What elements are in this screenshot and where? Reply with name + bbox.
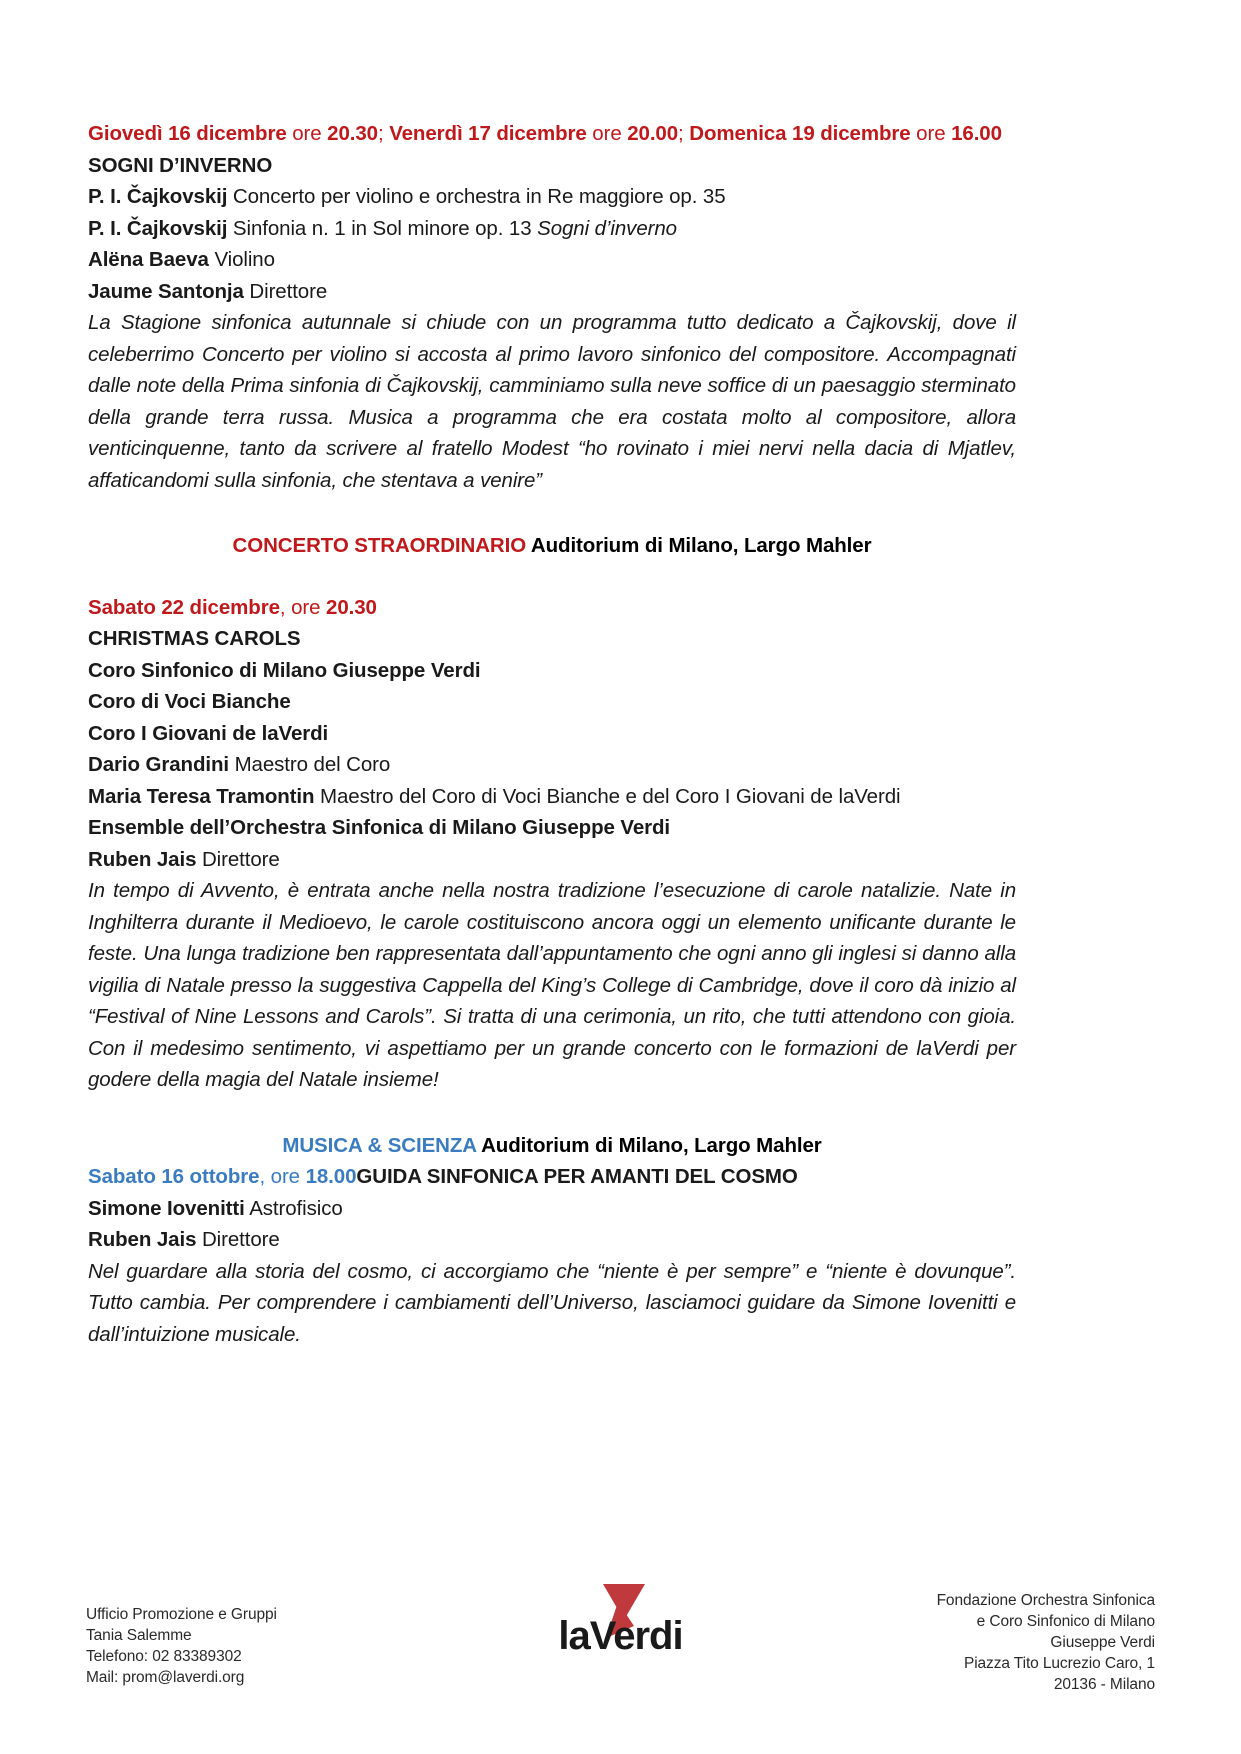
date-separator-1: ; [377, 122, 390, 145]
date-2-ore: ore [586, 122, 628, 145]
date-1-time: 20.30 [327, 122, 378, 145]
footer-phone: Telefono: 02 83389302 [86, 1648, 242, 1665]
date-1-label: Giovedì 16 dicembre [88, 122, 287, 145]
laverdi-wordmark: laVerdi [558, 1614, 683, 1658]
performer-role: Direttore [243, 279, 328, 303]
program-item [88, 213, 1016, 245]
performer-line [88, 844, 1016, 876]
footer-office: Ufficio Promozione e Gruppi [86, 1606, 277, 1623]
performer-name: Ruben Jais [88, 1228, 197, 1251]
program-item [88, 181, 1016, 213]
program-composer: P. I. Čajkovskij [88, 216, 228, 240]
carols-title: CHRISTMAS CAROLS [88, 627, 301, 650]
date-2-label: Venerdì 17 dicembre [389, 122, 587, 145]
performer-role: Maestro del Coro di Voci Bianche e del Coro I Giovani de laVerdi [314, 784, 901, 808]
document-content [88, 118, 1016, 1350]
performer-role: Astrofisico [244, 1196, 343, 1220]
section-header-label: MUSICA & SCIENZA [282, 1133, 477, 1157]
concert-date-line [88, 118, 1016, 150]
footer-org-line-2: e Coro Sinfonico di Milano [976, 1613, 1155, 1630]
performer-line [88, 1224, 1016, 1256]
spacer [88, 496, 1016, 530]
section-header-label: CONCERTO STRAORDINARIO [232, 534, 527, 557]
footer-address-block [937, 1590, 1155, 1695]
program-composer: P. I. Čajkovskij [88, 185, 228, 208]
scienza-date-time: 18.00 [305, 1165, 357, 1188]
scienza-title: GUIDA SINFONICA PER AMANTI DEL COSMO [356, 1165, 798, 1188]
carols-ensemble-item: Coro di Voci Bianche [88, 690, 291, 713]
program-work-subtitle: Sogni d’inverno [537, 216, 677, 240]
performer-line [88, 749, 1016, 781]
carols-date-time: 20.30 [326, 595, 377, 619]
scienza-date-label: Sabato 16 ottobre [88, 1165, 260, 1188]
carols-description: In tempo di Avvento, è entrata anche nella nostra tradizione l’esecuzione di carole natalizie. Nate in Inghilterra durante il Medioevo, le carole costituiscono ancora oggi un elemento unificante durante le feste. Una lunga tradizione ben rappresentata dall’appuntamento che ogni anno gli inglesi si danno alla vigilia di Natale presso la suggestiva Cappella del King’s College di Cambridge, dove il coro dà inizio al “Festival of Nine Lessons and Carols”. Si tratta di una cerimonia, un rito, che tutti attendono con gioia. Con il medesimo sentimento, vi aspettiamo per un grande concerto con le formazioni de laVerdi per godere della magia del Natale insieme! [88, 879, 1016, 1091]
performer-name: Ruben Jais [88, 847, 197, 871]
concert-title: SOGNI D’INVERNO [88, 153, 273, 177]
carols-ensemble-item: Coro Sinfonico di Milano Giuseppe Verdi [88, 658, 481, 682]
section-header-musica-scienza [88, 1130, 1016, 1162]
concert-description: La Stagione sinfonica autunnale si chiude con un programma tutto dedicato a Čajkovskij, dove il celeberrimo Concerto per violino si accosta al primo lavoro sinfonico del compositore. Accompagnati dalle note della Prima sinfonia di Čajkovskij, camminiamo sulla neve soffice di un paesaggio sterminato della grande terra russa. Musica a programma che era costata molto al compositore, allora venticinquenne, tanto da scrivere al fratello Modest “ho rovinato i miei nervi nella dacia di Mjatlev, affaticandomi sulla sinfonia, che stentava a venire” [88, 311, 1016, 492]
section-header-venue: Auditorium di Milano, Largo Mahler [476, 1133, 822, 1157]
section-header-concerto-straordinario [88, 530, 1016, 562]
program-work: Concerto per violino e orchestra in Re maggiore op. 35 [227, 185, 726, 208]
footer-org-line-1: Fondazione Orchestra Sinfonica [936, 1592, 1155, 1609]
page-footer [0, 1592, 1241, 1724]
performer-role: Violino [208, 248, 275, 271]
performer-name: Maria Teresa Tramontin [88, 784, 315, 808]
program-work: Sinfonia n. 1 in Sol minore op. 13 [227, 216, 538, 240]
footer-contact-name: Tania Salemme [86, 1627, 192, 1644]
performer-role: Maestro del Coro [228, 753, 391, 776]
performer-role: Direttore [196, 847, 280, 871]
performer-name: Dario Grandini [88, 753, 229, 776]
carols-date-line [88, 592, 1016, 624]
scienza-date-ore: , ore [259, 1165, 306, 1188]
performer-line [88, 276, 1016, 308]
spacer [88, 562, 1016, 592]
carols-ensemble-item: Coro I Giovani de laVerdi [88, 721, 329, 745]
performer-name: Simone Iovenitti [88, 1196, 245, 1220]
performer-name: Alëna Baeva [88, 248, 209, 271]
footer-street: Piazza Tito Lucrezio Caro, 1 [963, 1655, 1155, 1672]
footer-org-line-3: Giuseppe Verdi [1050, 1634, 1155, 1651]
laverdi-logo [546, 1580, 696, 1656]
carols-orchestra-ensemble: Ensemble dell’Orchestra Sinfonica di Milano Giuseppe Verdi [88, 816, 671, 839]
footer-email[interactable]: Mail: prom@laverdi.org [86, 1669, 245, 1686]
date-3-ore: ore [910, 122, 952, 145]
date-1-ore: ore [286, 122, 328, 145]
date-separator-2: ; [678, 122, 690, 145]
scienza-date-title-line [88, 1161, 1016, 1193]
date-3-time: 16.00 [951, 122, 1002, 145]
scienza-description: Nel guardare alla storia del cosmo, ci accorgiamo che “niente è per sempre” e “niente è dovunque”. Tutto cambia. Per comprendere i cambiamenti dell’Universo, lasciamoci guidare da Simone Iovenitti e dall’intuizione musicale. [88, 1259, 1016, 1346]
spacer [88, 1096, 1016, 1130]
date-2-time: 20.00 [627, 122, 679, 145]
date-3-label: Domenica 19 dicembre [689, 122, 911, 145]
carols-date-label: Sabato 22 dicembre [88, 595, 280, 619]
performer-role: Direttore [196, 1228, 280, 1251]
section-header-venue: Auditorium di Milano, Largo Mahler [526, 534, 872, 557]
performer-line [88, 244, 1016, 276]
performer-name: Jaume Santonja [88, 279, 244, 303]
carols-date-ore: , ore [279, 595, 327, 619]
footer-city: 20136 - Milano [1053, 1676, 1155, 1693]
performer-line [88, 1193, 1016, 1225]
footer-contact-block [86, 1604, 277, 1688]
performer-line [88, 781, 1016, 813]
